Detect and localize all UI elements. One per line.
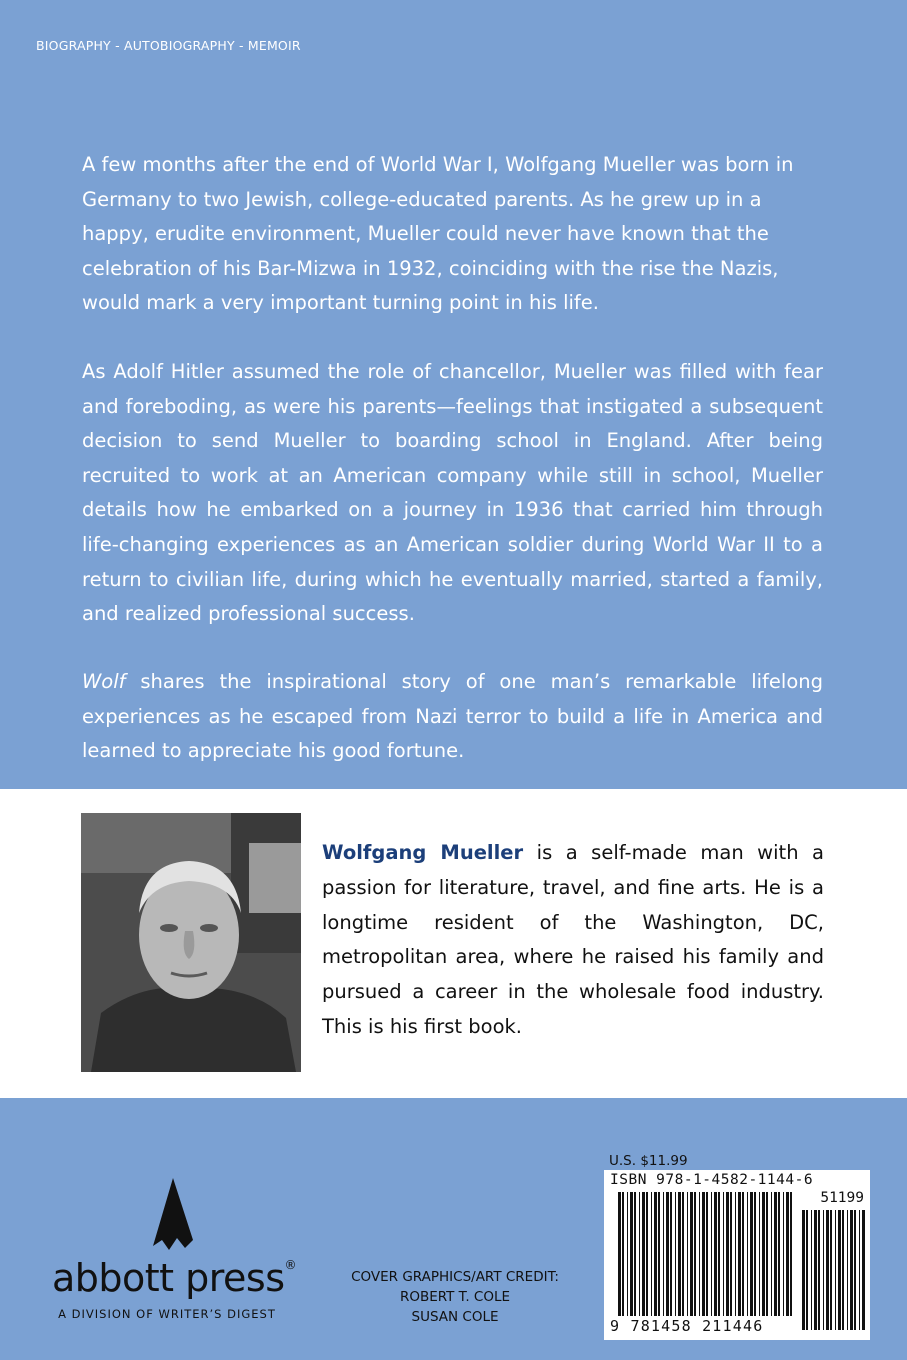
publisher-name: abbott press <box>51 1256 285 1300</box>
blurb-paragraph-1: A few months after the end of World War I, Wolfgang Mueller was born in Germany to two Jewish, college-educated parents. As he grew up in a happy, erudite environment, Mueller could never have known that the celebration of his Bar-Mizwa in 1932, coinciding with the rise the Nazis, would mark a very important turning point in his life. <box>82 153 794 315</box>
blurb-paragraph-3 <box>82 665 823 769</box>
book-title: Wolf <box>82 670 126 693</box>
price-label: U.S. $11.99 <box>609 1153 688 1169</box>
blurb-paragraph-3-text: shares the inspirational story of one man’s remarkable lifelong experiences as he escaped from Nazi terror to build a life in America and learned to appreciate his good fortune. <box>82 670 823 763</box>
price-addon-code: 51199 <box>820 1190 864 1206</box>
author-bio-text: is a self-made man with a passion for literature, travel, and fine arts. He is a longtime resident of the Washington, DC, metropolitan area, where he raised his family and pursued a career in the wholesale food industry. This is his first book. <box>322 841 824 1038</box>
credits-heading: COVER GRAPHICS/ART CREDIT: <box>351 1269 559 1285</box>
barcode <box>604 1170 870 1340</box>
blurb-paragraph-2: As Adolf Hitler assumed the role of chancellor, Mueller was filled with fear and foreboding, as were his parents—feelings that instigated a subsequent decision to send Mueller to boarding school in England. After being recruited to work at an American company while still in school, Mueller details how he embarked on a journey in 1936 that carried him through life-changing experiences as an American soldier during World War II to a return to civilian life, during which he eventually married, started a family, and realized professional success. <box>82 360 823 626</box>
publisher-tagline: A DIVISION OF WRITER’S DIGEST <box>58 1307 276 1321</box>
author-portrait-icon <box>81 813 301 1072</box>
isbn-text: ISBN 978-1-4582-1144-6 <box>610 1172 814 1188</box>
genre-label: BIOGRAPHY - AUTOBIOGRAPHY - MEMOIR <box>36 38 301 53</box>
art-credits <box>340 1267 570 1327</box>
barcode-bars-icon <box>604 1170 870 1340</box>
author-bio <box>322 836 824 1045</box>
author-section <box>0 789 907 1098</box>
credit-name: ROBERT T. COLE <box>399 1289 511 1305</box>
author-photo <box>81 813 301 1072</box>
ean-number: 9 781458 211446 <box>610 1317 764 1335</box>
publisher-logo <box>34 1256 314 1300</box>
registered-mark: ® <box>284 1258 297 1272</box>
author-name: Wolfgang Mueller <box>322 841 524 864</box>
credit-name: SUSAN COLE <box>411 1309 499 1325</box>
